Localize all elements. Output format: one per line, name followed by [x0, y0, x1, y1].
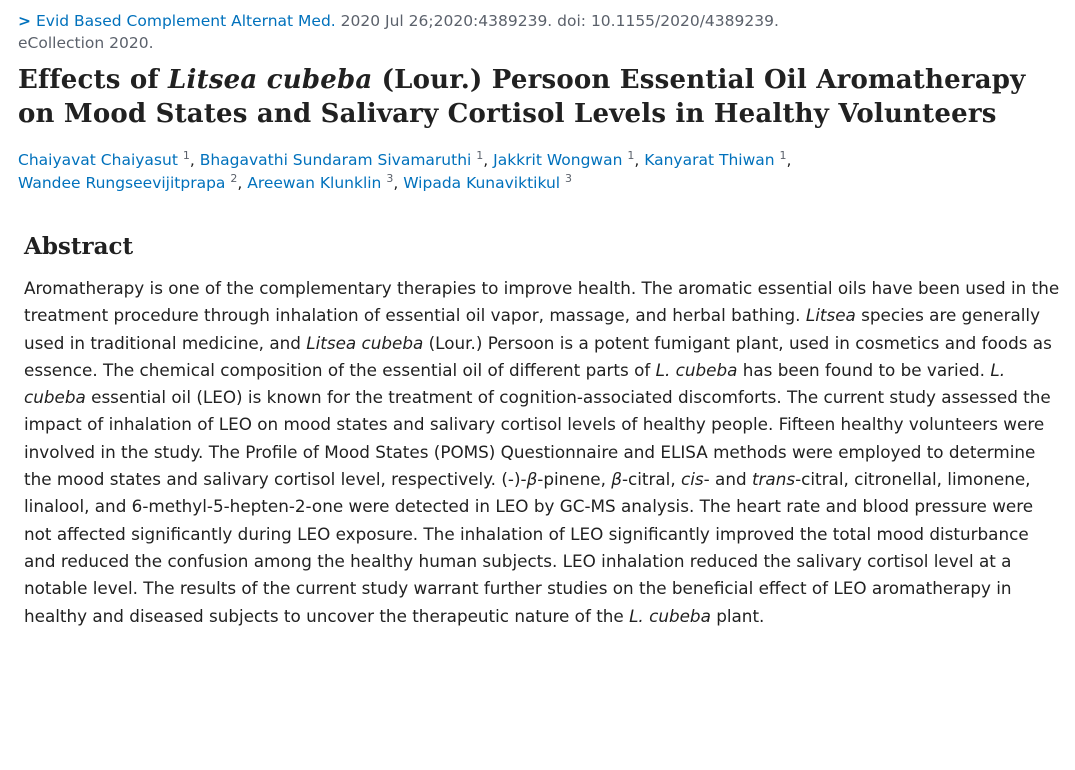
page-title: Effects of Litsea cubeba (Lour.) Persoon Essential Oil Aromatherapy on Mood States and Salivary Cortisol Levels in Healthy Volunteers — [18, 65, 1026, 129]
affiliation-number[interactable]: 1 — [779, 148, 787, 162]
article-header — [18, 10, 1063, 630]
abstract-heading: Abstract — [24, 233, 134, 260]
journal-link[interactable]: Evid Based Complement Alternat Med. — [36, 12, 336, 30]
author-link[interactable]: Wandee Rungseevijitprapa — [18, 174, 226, 192]
citation-details: 2020 Jul 26;2020:4389239. doi: 10.1155/2020/4389239. — [335, 12, 779, 30]
author-list: Chaiyavat Chaiyasut $^1$, Bhagavathi Sundaram Sivamaruthi $^1$, Jakkrit Wongwan $^1$, Kanyarat Thiwan $^1$, Wandee Rungseevijitprapa $^2$, Areewan Klunklin $^3$, Wipada Kunaviktikul $^3$ — [18, 148, 792, 192]
affiliation-number[interactable]: 2 — [230, 171, 238, 185]
abstract-text: Aromatherapy is one of the complementary therapies to improve health. The aromatic essential oils have been used in the treatment procedure through inhalation of essential oil vapor, massage, and herbal bathing. Litsea species are generally used in traditional medicine, and Litsea cubeba (Lour.) Persoon is a potent fumigant plant, used in cosmetics and foods as essence. The chemical composition of the essential oil of different parts of L. cubeba has been found to be varied. L. cubeba essential oil (LEO) is known for the treatment of cognition-associated discomforts. The current study assessed the impact of inhalation of LEO on mood states and salivary cortisol levels of healthy people. Fifteen healthy volunteers were involved in the study. The Profile of Mood States (POMS) Questionnaire and ELISA methods were employed to determine the mood states and salivary cortisol level, respectively. (-)-β-pinene, β-citral, cis- and trans-citral, citronellal, limonene, linalool, and 6-methyl-5-hepten-2-one were detected in LEO by GC-MS analysis. The heart rate and blood pressure were not affected significantly during LEO exposure. The inhalation of LEO significantly improved the total mood disturbance and reduced the confusion among the healthy human subjects. LEO inhalation reduced the salivary cortisol level at a notable level. The results of the current study warrant further studies on the beneficial effect of LEO aromatherapy in healthy and diseased subjects to uncover the therapeutic nature of the L. cubeba plant. — [24, 278, 1060, 626]
affiliation-number[interactable]: 3 — [386, 171, 394, 185]
affiliation-number[interactable]: 3 — [565, 171, 573, 185]
affiliation-number[interactable]: 1 — [627, 148, 635, 162]
chevron-right-icon[interactable]: > — [18, 12, 31, 30]
affiliation-number[interactable]: 1 — [476, 148, 484, 162]
author-link[interactable]: Wipada Kunaviktikul — [403, 174, 561, 192]
author-link[interactable]: Jakkrit Wongwan — [493, 151, 623, 169]
author-link[interactable]: Areewan Klunklin — [247, 174, 382, 192]
affiliation-number[interactable]: 1 — [182, 148, 190, 162]
author-link[interactable]: Chaiyavat Chaiyasut — [18, 151, 178, 169]
author-link[interactable]: Bhagavathi Sundaram Sivamaruthi — [199, 151, 472, 169]
citation — [18, 10, 1063, 54]
author-link[interactable]: Kanyarat Thiwan — [644, 151, 775, 169]
citation-ecollection: eCollection 2020. — [18, 34, 154, 52]
